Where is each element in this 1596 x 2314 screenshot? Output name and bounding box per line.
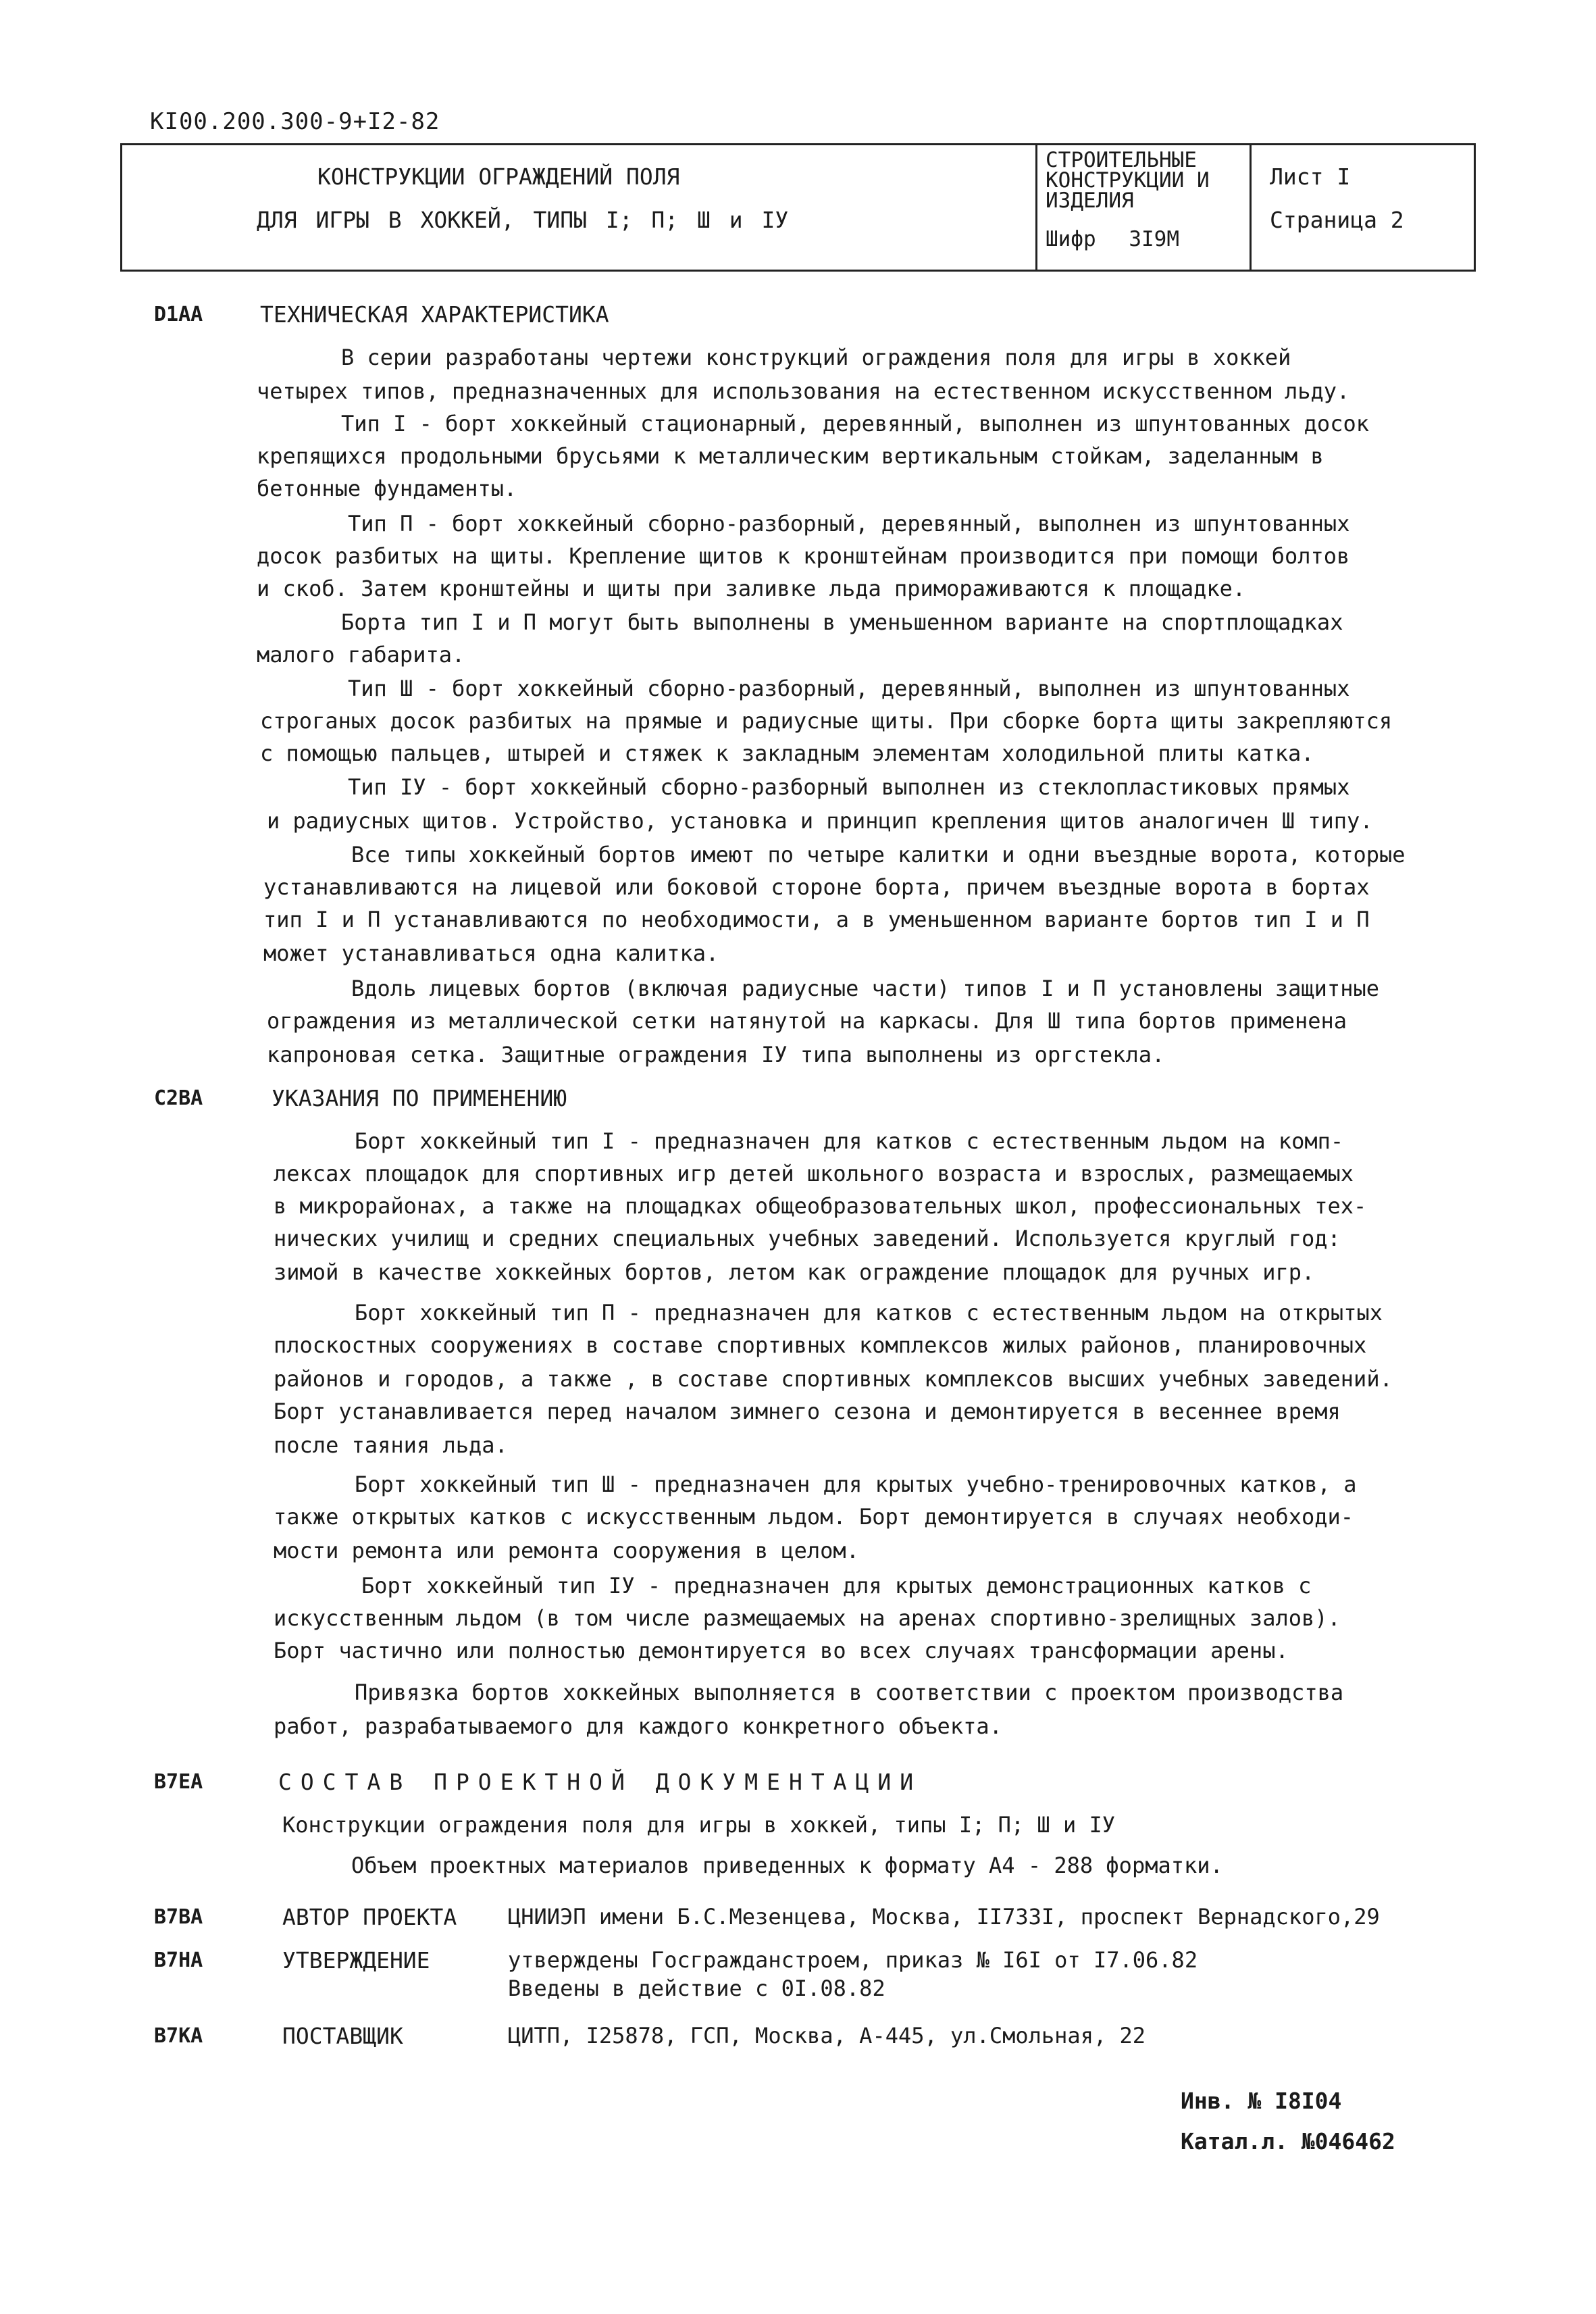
header-cipher: Шифр 3I9М [1046, 227, 1179, 251]
text-line: также открытых катков с искусственным льдом. Борт демонтируется в случаях необходи- [274, 1504, 1354, 1530]
header-page: Страница 2 [1270, 207, 1404, 233]
approval-line: Введены в действие с 0I.08.82 [508, 1976, 885, 2001]
text-line: искусственным льдом (в том числе размещаемых на аренах спортивно-зрелищных залов). [274, 1605, 1341, 1631]
text-line: малого габарита. [257, 642, 465, 668]
text-line: ограждения из металлической сетки натянутой на каркасы. Для Ш типа бортов применена [267, 1008, 1347, 1034]
text-line: с помощью пальцев, штырей и стяжек к закладным элементам холодильной плиты катка. [260, 740, 1314, 766]
header-title-line1: КОНСТРУКЦИИ ОГРАЖДЕНИЙ ПОЛЯ [317, 164, 680, 190]
text-line: Привязка бортов хоккейных выполняется в соответствии с проектом производства [355, 1680, 1344, 1705]
section-title-composition: СОСТАВ ПРОЕКТНОЙ ДОКУМЕНТАЦИИ [278, 1769, 923, 1795]
catalog-number: Катал.л. №046462 [1181, 2128, 1395, 2155]
text-line: строганых досок разбитых на прямые и радиусные щиты. При сборке борта щиты закрепляются [260, 708, 1393, 734]
text-line: Все типы хоккейный бортов имеют по четыре калитки и одни въездные ворота, которые [351, 842, 1406, 867]
text-line: Борта тип I и П могут быть выполнены в уменьшенном варианте на спортплощадках [341, 609, 1343, 635]
header-category: СТРОИТЕЛЬНЫЕ КОНСТРУКЦИИ И ИЗДЕЛИЯ [1046, 148, 1210, 213]
section-code: B7EA [154, 1770, 203, 1794]
section-title-approval: УТВЕРЖДЕНИЕ [282, 1947, 430, 1973]
text-line: нических училищ и средних специальных учебных заведений. Используется круглый год: [274, 1226, 1341, 1251]
header-divider [1035, 143, 1037, 272]
approval-line: утверждены Госгражданстроем, приказ № I6I от I7.06.82 [508, 1947, 1198, 1973]
inventory-number: Инв. № I8I04 [1181, 2088, 1342, 2114]
text-line: Борт частично или полностью демонтируется во всех случаях трансформации арены. [274, 1638, 1289, 1663]
section-title-tech: ТЕХНИЧЕСКАЯ ХАРАКТЕРИСТИКА [260, 301, 609, 328]
text-line: Объем проектных материалов приведенных к формату А4 - 288 форматки. [351, 1853, 1223, 1878]
section-code: C2BA [154, 1086, 203, 1110]
document-number: КI00.200.300-9+I2-82 [150, 108, 440, 135]
supplier-value: ЦИТП, I25878, ГСП, Москва, А-445, ул.Смольная, 22 [508, 2023, 1146, 2048]
text-line: крепящихся продольными брусьями к металлическим вертикальным стойкам, заделанным в [257, 443, 1324, 469]
text-line: Тип П - борт хоккейный сборно-разборный, деревянный, выполнен из шпунтованных [348, 511, 1350, 536]
text-line: лексах площадок для спортивных игр детей школьного возраста и взрослых, размещаемых [274, 1161, 1354, 1186]
section-title-usage: УКАЗАНИЯ ПО ПРИМЕНЕНИЮ [272, 1085, 567, 1111]
section-title-supplier: ПОСТАВЩИК [282, 2023, 403, 2049]
text-line: после таяния льда. [274, 1432, 508, 1458]
text-line: и радиусных щитов. Устройство, установка и принцип крепления щитов аналогичен Ш типу. [267, 808, 1373, 834]
text-line: районов и городов, а также , в составе спортивных комплексов высших учебных заведений. [274, 1366, 1393, 1392]
author-value: ЦНИИЭП имени Б.С.Мезенцева, Москва, II733I, проспект Вернадского,29 [508, 1904, 1380, 1930]
text-line: Вдоль лицевых бортов (включая радиусные части) типов I и П установлены защитные [351, 976, 1379, 1001]
text-line: зимой в качестве хоккейных бортов, летом как ограждение площадок для ручных игр. [274, 1259, 1315, 1285]
text-line: Тип Ш - борт хоккейный сборно-разборный, деревянный, выполнен из шпунтованных [348, 676, 1350, 701]
header-title-line2: ДЛЯ ИГРЫ В ХОККЕЙ, ТИПЫ I; П; Ш и IУ [257, 207, 789, 233]
text-line: Борт хоккейный тип П - предназначен для катков с естественным льдом на открытых [355, 1300, 1383, 1326]
text-line: четырех типов, предназначенных для использования на естественном искусственном льду. [257, 378, 1350, 404]
text-line: Тип IУ - борт хоккейный сборно-разборный выполнен из стеклопластиковых прямых [348, 774, 1350, 800]
text-line: и скоб. Затем кронштейны и щиты при заливке льда примораживаются к площадке. [257, 576, 1246, 601]
text-line: устанавливаются на лицевой или боковой стороне борта, причем въездные ворота в бортах [263, 874, 1370, 900]
section-title-author: АВТОР ПРОЕКТА [282, 1904, 457, 1930]
text-line: В серии разработаны чертежи конструкций ограждения поля для игры в хоккей [341, 345, 1291, 370]
section-code: D1AA [154, 303, 203, 326]
text-line: Конструкции ограждения поля для игры в хоккей, типы I; П; Ш и IУ [282, 1812, 1115, 1838]
text-line: Борт устанавливается перед началом зимнего сезона и демонтируется в весеннее время [274, 1399, 1341, 1424]
text-line: Тип I - борт хоккейный стационарный, деревянный, выполнен из шпунтованных досок [341, 411, 1369, 436]
text-line: работ, разрабатываемого для каждого конкретного объекта. [274, 1713, 1002, 1739]
text-line: в микрорайонах, а также на площадках общеобразовательных школ, профессиональных тех- [274, 1193, 1367, 1219]
text-line: Борт хоккейный тип IУ - предназначен для крытых демонстрационных катков с [361, 1573, 1312, 1599]
section-code: B7HA [154, 1948, 203, 1972]
text-line: может устанавливаться одна калитка. [263, 940, 719, 966]
text-line: капроновая сетка. Защитные ограждения IУ типа выполнены из оргстекла. [267, 1042, 1165, 1067]
text-line: досок разбитых на щиты. Крепление щитов к кронштейнам производится при помощи болтов [257, 543, 1350, 569]
section-code: B7BA [154, 1905, 203, 1929]
text-line: тип I и П устанавливаются по необходимости, а в уменьшенном варианте бортов тип I и П [263, 907, 1370, 932]
header-sheet: Лист I [1270, 164, 1351, 190]
text-line: Борт хоккейный тип I - предназначен для катков с естественным льдом на комп- [355, 1128, 1344, 1154]
section-code: B7KA [154, 2024, 203, 2048]
text-line: мости ремонта или ремонта сооружения в целом. [274, 1538, 859, 1563]
text-line: плоскостных сооружениях в составе спортивных комплексов жилых районов, планировочных [274, 1332, 1367, 1358]
header-divider [1250, 143, 1252, 272]
text-line: бетонные фундаменты. [257, 476, 517, 501]
text-line: Борт хоккейный тип Ш - предназначен для крытых учебно-тренировочных катков, а [355, 1472, 1357, 1497]
